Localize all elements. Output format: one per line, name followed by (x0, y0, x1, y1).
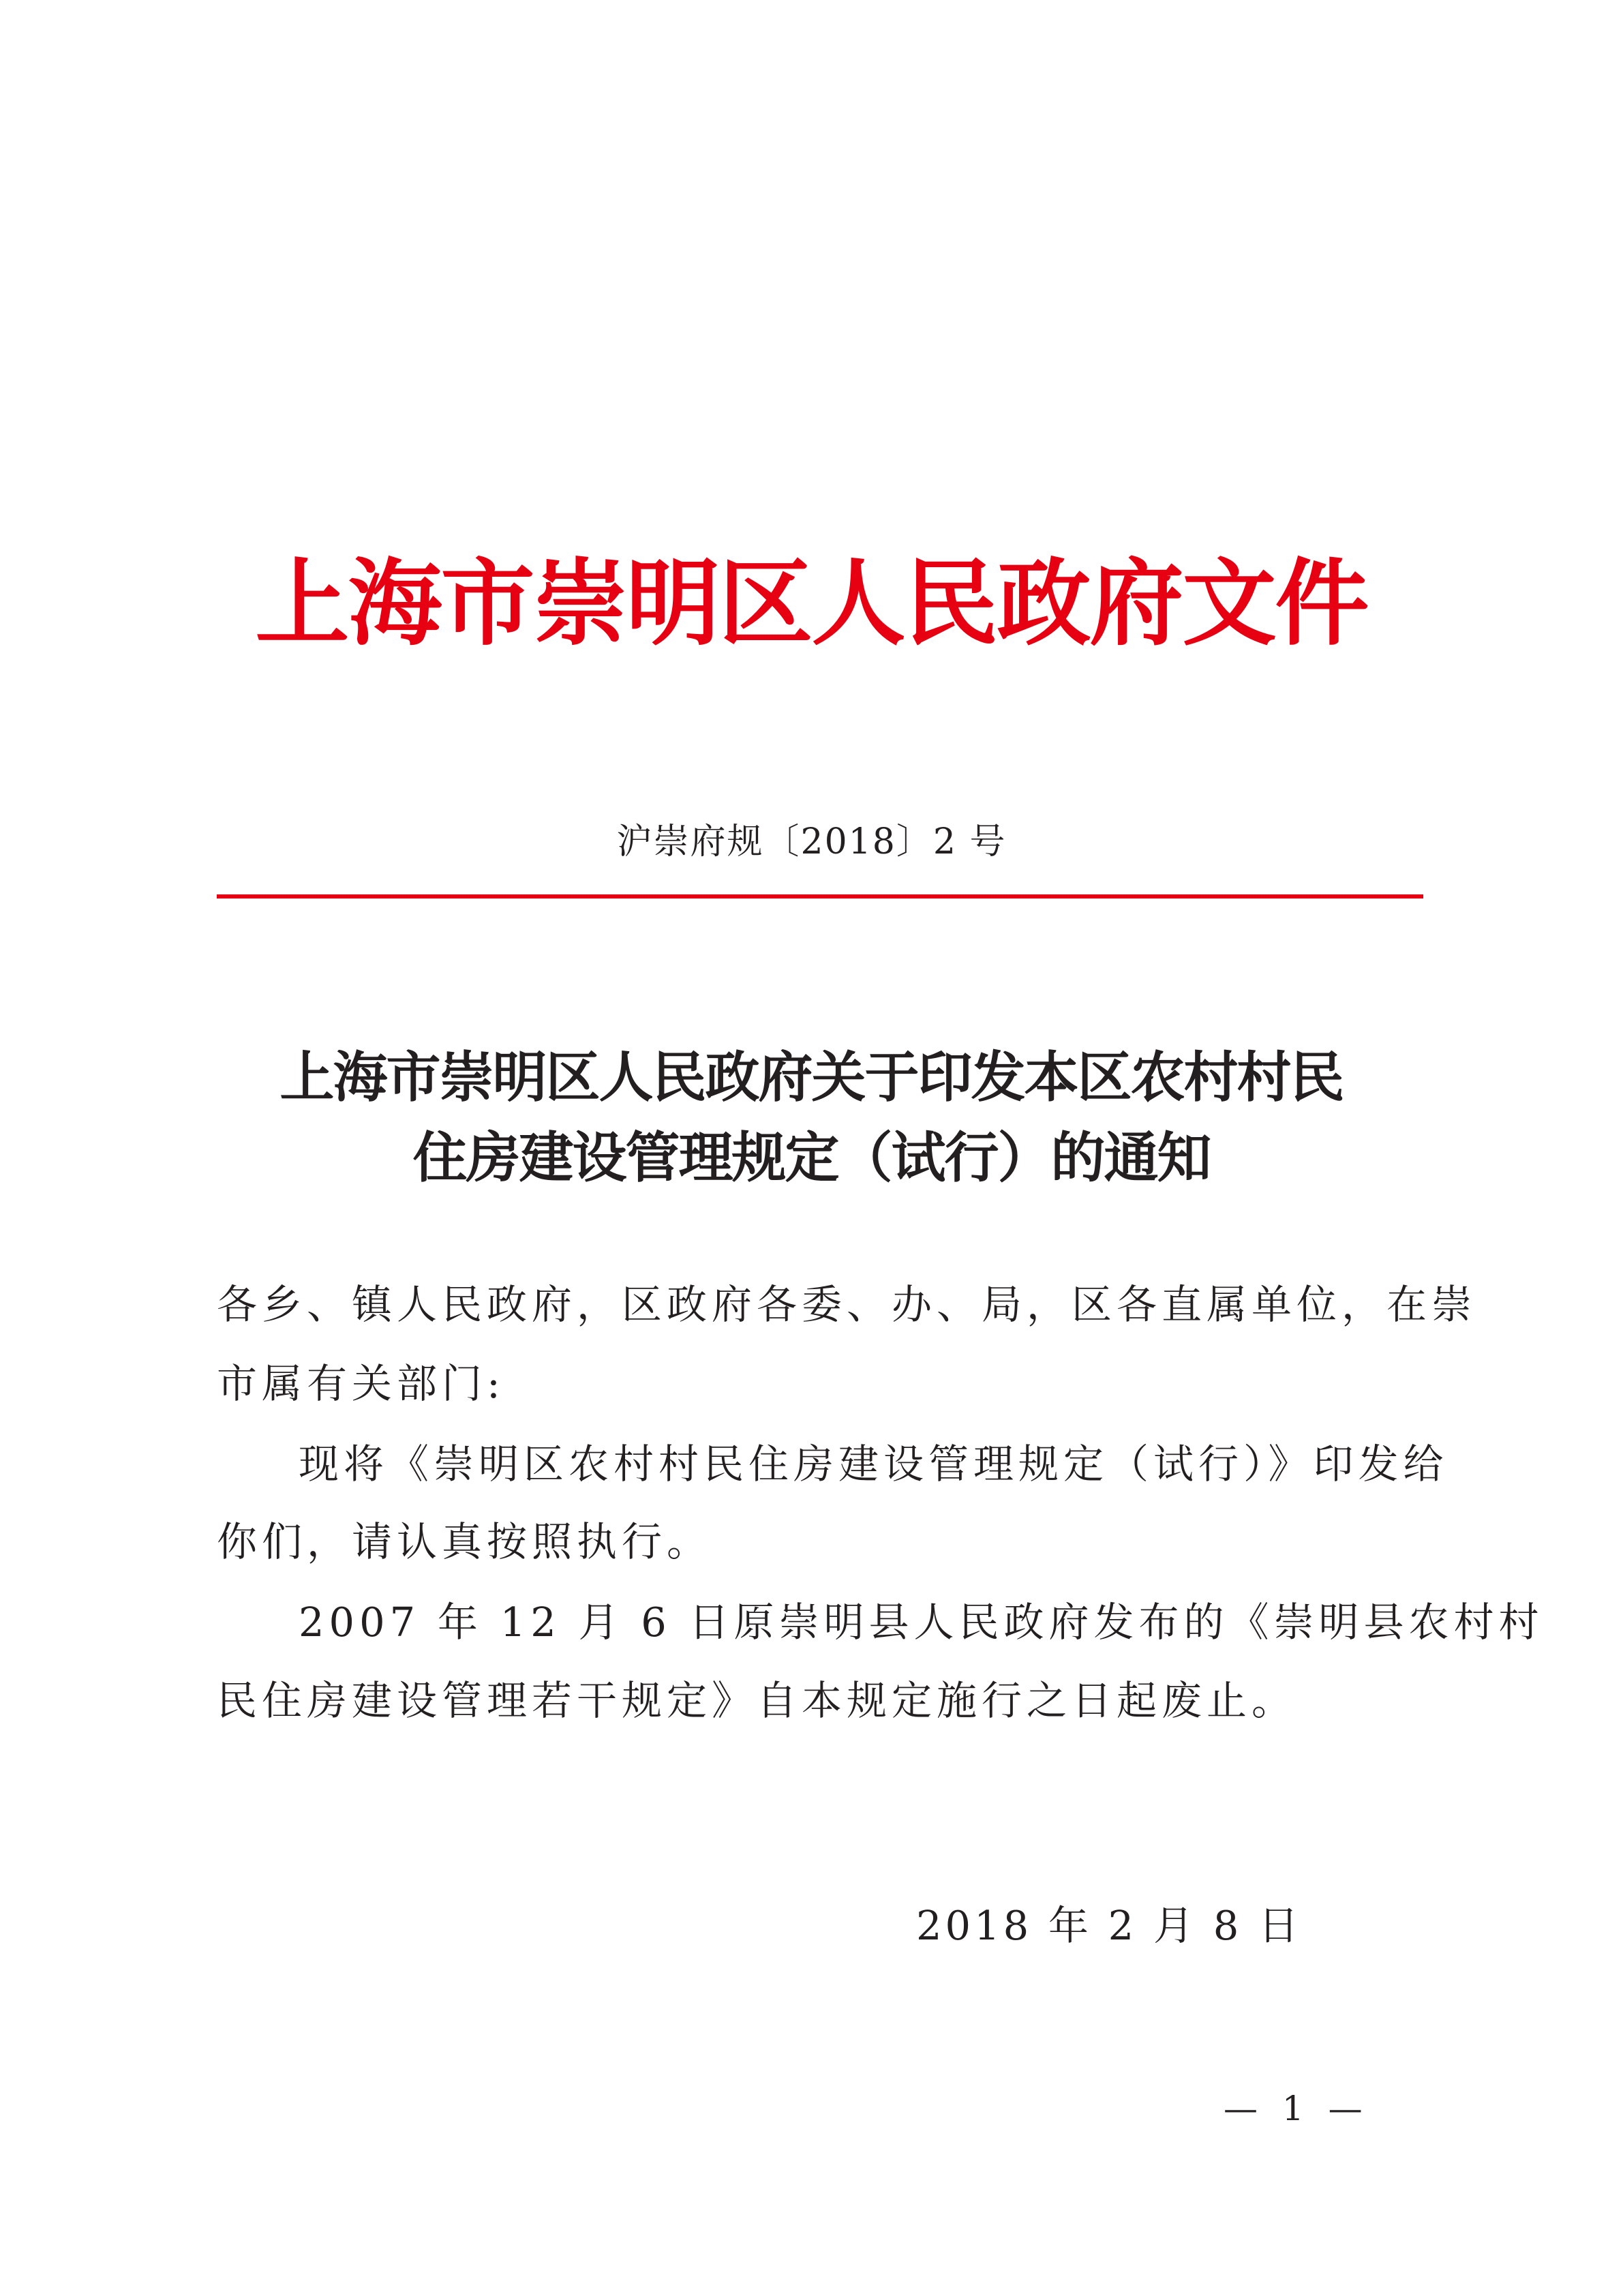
issue-date: 2018 年 2 月 8 日 (916, 1902, 1302, 1949)
notice-title-line1: 上海市崇明区人民政府关于印发本区农村村民 (279, 1045, 1344, 1109)
page-number: — 1 — (1224, 2089, 1369, 2128)
issuer-title: 上海市崇明区人民政府文件 (255, 547, 1368, 659)
recipients-line2: 市属有关部门: (217, 1360, 505, 1407)
red-separator-line (217, 894, 1423, 898)
paragraph1-line2: 你们，请认真按照执行。 (217, 1518, 712, 1565)
paragraph2-line2: 民住房建设管理若干规定》自本规定施行之日起废止。 (217, 1677, 1297, 1724)
recipients-line1: 各乡、镇人民政府，区政府各委、办、局，区各直属单位，在崇 (217, 1281, 1477, 1328)
paragraph2-line1: 2007 年 12 月 6 日原崇明县人民政府发布的《崇明县农村村 (299, 1599, 1544, 1646)
notice-title-line2: 住房建设管理规定（试行）的通知 (412, 1126, 1211, 1190)
document-number: 沪崇府规〔2018〕2 号 (616, 821, 1007, 862)
paragraph1-line1: 现将《崇明区农村村民住房建设管理规定（试行）》印发给 (299, 1440, 1448, 1487)
